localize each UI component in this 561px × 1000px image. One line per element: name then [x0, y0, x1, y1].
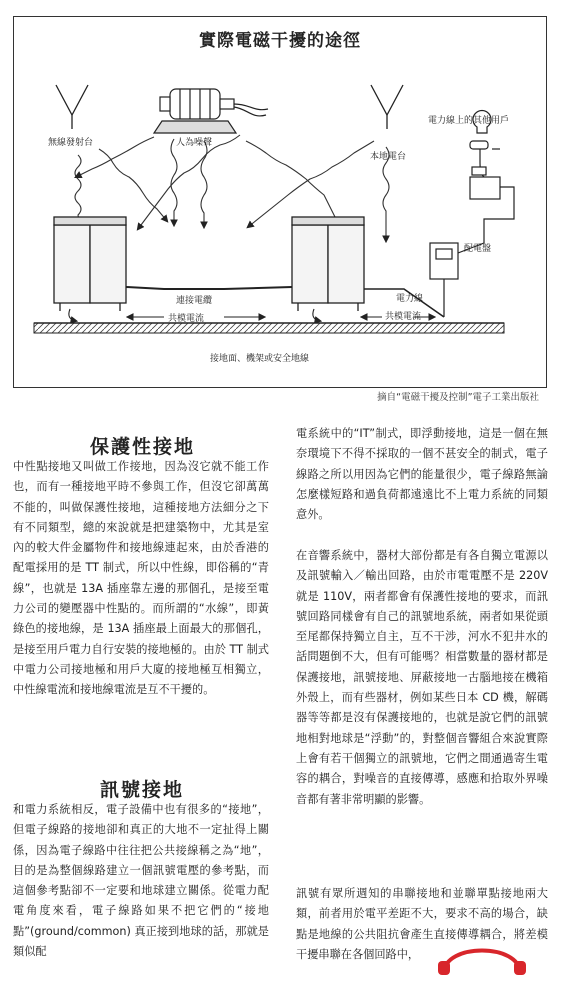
label-ground: 接地面、機架或安全地線	[210, 354, 310, 364]
paragraph: 在音響系統中，器材大部份都是有各自獨立電源以及訊號輸入／輸出回路，由於市電電壓不是 220V 就是 110V，兩者都會有保護性接地的要求，而訊號回路同樣會有自己的訊號地系統，兩者如果從頭至尾都保持獨立自主，互不干涉，河水不犯井水的話問題倒不大，但有可能嗎？相當數量的器材都是保護接地，訊號接地、屏蔽接地一古腦地接在機箱外殼上，而有些器材，例如某些日本 CD 機，解碼器等等都是沒有保護接地的，也就是說它們的訊號地相對地球是“浮動”的，對整個音響組合來說實際上會有若干個獨立的訊號地，它們之間通過寄生電容的耦合，對噪音的直接傳導，感應和拾取外界噪音都有著非常明顯的影響。	[296, 549, 548, 806]
label-local-station: 本地電台	[370, 152, 407, 162]
heading-signal-grounding: 訊號接地	[100, 779, 185, 801]
left-para-1	[13, 457, 269, 701]
right-para-2	[296, 546, 548, 810]
label-distribution-box: 配電盤	[464, 244, 492, 254]
heading-protective-grounding: 保護性接地	[90, 436, 196, 458]
interference-diagram	[13, 16, 547, 388]
headphone-logo-icon	[436, 937, 532, 977]
local-station-antenna-icon	[371, 85, 403, 129]
right-equipment-cabinet	[292, 217, 364, 311]
distribution-box-icon	[430, 243, 458, 279]
right-para-1	[296, 424, 548, 525]
paragraph: 中性點接地又叫做工作接地，因為沒它就不能工作也，而有一種接地平時不參與工作，但沒它卻萬萬不能的，叫做保護性接地，這種接地方法細分之下有不同類型，總的來說就是把建築物中，尤其是室內的較大件金屬物件和接地線連起來，由於香港的配電採用的是 TT 制式，所以中性線，即俗稱的“青線”，也就是 13A 插座靠左邊的那個孔，是接至電力公司的變壓器中性點的。而所謂的“水線”，即黃綠色的接地線，是 13A 插座最上面最大的那個孔，是接至用戶電力自行安裝的接地極的。由於 TT 制式中電力公司接地極和用戶大廈的接地極互相獨立，中性線電流和接地線電流是互不干擾的。	[13, 460, 269, 697]
motor-icon	[154, 89, 268, 133]
paragraph: 和電力系統相反，電子設備中也有很多的“接地”，但電子線路的接地卻和真正的大地不一定扯得上關係，因為電子線路中往往把公共接線稱之為“地”，目的是為整個線路建立一個訊號電壓的參考點，而這個參考點卻不一定要和地球建立關係。從電力配電角度來看，電子線路如果不把它們的“接地點”(ground/common) 真正接到地球的話，那就是類似配	[13, 803, 269, 959]
label-common-mode-left: 共模電流	[168, 314, 205, 324]
paragraph: 電系統中的“IT”制式，即浮動接地，這是一個在無奈環境下不得不採取的一個不甚安全的制式，電子線路之所以用因為它們的能量很少，電子線路無論怎麼樣短路和過負荷都遠遠比不上電力系統的同類意外。	[296, 427, 548, 522]
figure-title: 實際電磁干擾的途徑	[199, 31, 361, 51]
label-other-users: 電力線上的其他用戶	[428, 116, 510, 126]
label-connecting-cable: 連接電纜	[176, 296, 213, 306]
label-power-line: 電力線	[396, 294, 424, 304]
left-para-2	[13, 800, 269, 962]
outlet-box-icon	[470, 177, 500, 199]
label-human-noise: 人為噪聲	[176, 138, 213, 148]
diagram-drawing	[14, 17, 548, 389]
label-wireless-tx: 無線發射台	[48, 138, 94, 148]
paragraph: 訊號有眾所週知的串聯接地和並聯單點接地兩大類，前者用於電平差距不大，要求不高的場合，缺點是地線的公共阻抗會產生直接傳導耦合，將差模干擾串聯在各個回路中，	[296, 887, 548, 961]
left-equipment-cabinet	[54, 217, 126, 311]
wireless-tx-antenna-icon	[56, 85, 88, 129]
label-common-mode-right: 共模電流	[385, 312, 422, 322]
figure-caption: 摘自“電磁干擾及控制”電子工業出版社	[377, 392, 539, 403]
